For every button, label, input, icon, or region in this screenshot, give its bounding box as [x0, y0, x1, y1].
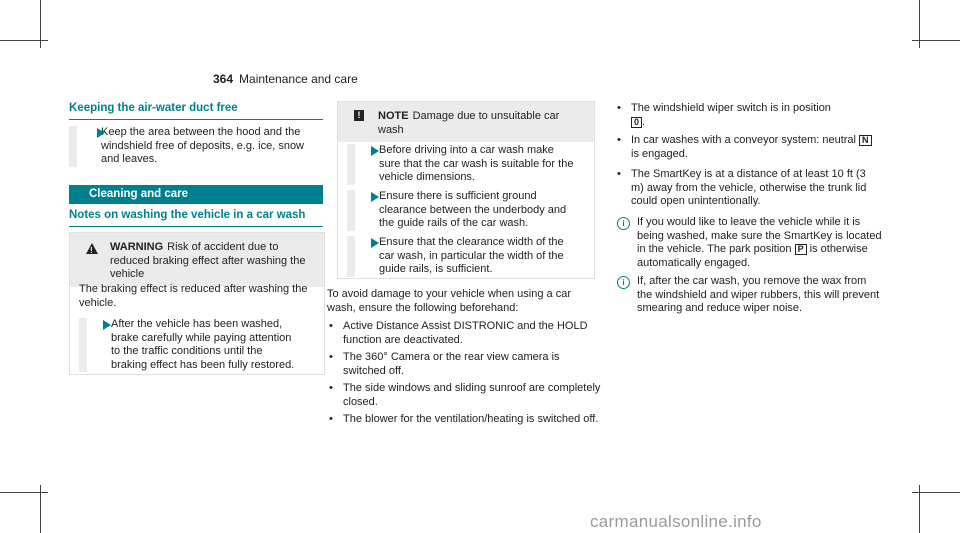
- crop-mark: [912, 492, 960, 493]
- instruction-step: [347, 190, 574, 231]
- list-item-text: .: [642, 115, 646, 128]
- warning-text: Risk of accident due to reduced braking effect after washing the vehicle: [110, 241, 306, 280]
- note-label: NOTE: [378, 110, 409, 122]
- list-item: [617, 102, 881, 129]
- warning-label: WARNING: [110, 241, 164, 253]
- list-item-text: In car washes with a conveyor system: neutral: [631, 134, 856, 146]
- list-item: • The blower for the ventilation/heating is switched off.: [329, 413, 603, 427]
- list-item: • The side windows and sliding sunroof are completely closed.: [329, 382, 603, 409]
- tip-text: If, after the car wash, you remove the wax from the windshield and wiper rubbers, this will prevent smearing and reduce wiper noise.: [637, 275, 880, 314]
- step-arrow-icon: [97, 128, 105, 138]
- crop-mark: [912, 40, 960, 41]
- instruction-step: [79, 318, 301, 372]
- note-box: [337, 101, 595, 279]
- tip-item: [617, 275, 882, 316]
- tip-text: is otherwise automatically engaged.: [637, 243, 868, 269]
- heading-car-wash: Notes on washing the vehicle in a car wash: [69, 209, 306, 221]
- list-item: [617, 134, 881, 161]
- crop-mark: [0, 40, 48, 41]
- section-banner: Cleaning and care: [69, 185, 323, 204]
- step-arrow-icon: [103, 320, 111, 330]
- section-title: Maintenance and care: [239, 72, 358, 86]
- page-header: [213, 72, 358, 86]
- tip-text: If you would like to leave the vehicle while it is being washed, make sure the SmartKey is located in the vehicle. The park position: [637, 216, 882, 255]
- note-exclamation-icon: !: [354, 110, 364, 121]
- step-arrow-icon: [371, 146, 379, 156]
- list-item-text: is engaged.: [631, 147, 688, 160]
- instruction-step: [347, 236, 574, 277]
- warning-body: The braking effect is reduced after washing the vehicle.: [79, 283, 308, 309]
- instruction-step: [69, 126, 311, 167]
- list-item-text: The windshield wiper switch is in position: [631, 102, 831, 114]
- warning-box: [69, 232, 325, 375]
- crop-mark: [0, 492, 48, 493]
- wiper-position-key: 0: [631, 117, 642, 128]
- step-arrow-icon: [371, 238, 379, 248]
- step-text: Ensure there is sufficient ground clearance between the underbody and the guide rails of the car wash.: [379, 190, 567, 229]
- heading-rule: [69, 119, 323, 120]
- park-position-key: P: [795, 244, 807, 255]
- step-text: After the vehicle has been washed, brake carefully while paying attention to the traffic conditions until the braking effect has been fully restored.: [111, 318, 295, 371]
- list-item: • The 360° Camera or the rear view camera is switched off.: [329, 351, 603, 378]
- note-text: Damage due to unsuitable car wash: [378, 110, 560, 136]
- note-header: [338, 102, 594, 142]
- step-text: Ensure that the clearance width of the car wash, in particular the width of the guide rails, is sufficient.: [379, 236, 564, 275]
- intro-paragraph: To avoid damage to your vehicle when using a car wash, ensure the following beforehand:: [327, 288, 571, 314]
- info-icon: i: [617, 217, 630, 230]
- step-text: Keep the area between the hood and the windshield free of deposits, e.g. ice, snow and leaves.: [101, 126, 305, 165]
- instruction-step: [347, 144, 574, 185]
- tip-item: [617, 216, 882, 270]
- warning-header: [70, 233, 324, 287]
- step-arrow-icon: [371, 192, 379, 202]
- page-number: 364: [213, 72, 234, 86]
- info-icon: i: [617, 276, 630, 289]
- list-item: • Active Distance Assist DISTRONIC and the HOLD function are deactivated.: [329, 320, 603, 347]
- warning-triangle-icon: [86, 243, 98, 254]
- heading-air-water-duct: Keeping the air-water duct free: [69, 102, 238, 114]
- heading-rule: [69, 226, 323, 227]
- watermark: carmanualsonline.info: [590, 512, 762, 531]
- step-text: Before driving into a car wash make sure that the car wash is suitable for the vehicle dimensions.: [379, 144, 574, 183]
- neutral-gear-key: N: [859, 135, 872, 146]
- list-item: • The SmartKey is at a distance of at least 10 ft (3 m) away from the vehicle, otherwise the trunk lid could open unintentionally.: [617, 168, 881, 209]
